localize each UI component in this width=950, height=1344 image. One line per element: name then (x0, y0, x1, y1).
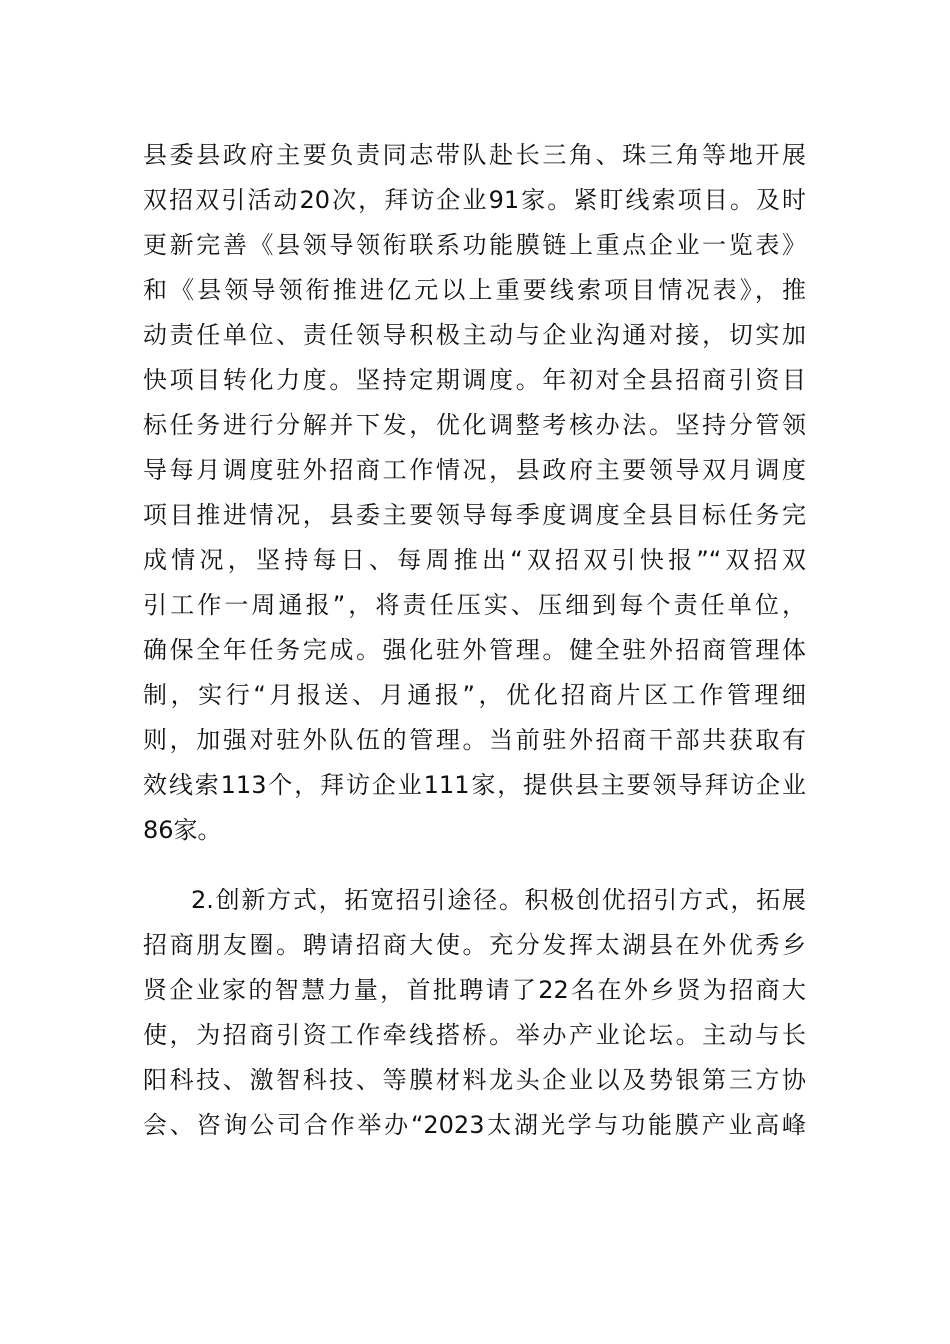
text-line: 阳科技、激智科技、等膜材料龙头企业以及势银第三方协 (143, 1066, 806, 1094)
text-line: 更新完善《县领导领衔联系功能膜链上重点企业一览表》 (143, 231, 806, 259)
text-line: 标任务进行分解并下发，优化调整考核办法。坚持分管领 (143, 411, 806, 439)
text-line: 制，实行“月报送、月通报”，优化招商片区工作管理细 (143, 681, 806, 709)
text-line: 会、咨询公司合作举办“2023太湖光学与功能膜产业高峰 (143, 1111, 806, 1139)
text-line: 贤企业家的智慧力量，首批聘请了22名在外乡贤为招商大 (143, 976, 806, 1004)
text-line: 确保全年任务完成。强化驻外管理。健全驻外招商管理体 (143, 636, 806, 664)
text-line: 和《县领导领衔推进亿元以上重要线索项目情况表》，推 (143, 276, 806, 304)
text-line: 效线索113个，拜访企业111家，提供县主要领导拜访企业 (143, 771, 806, 799)
text-line: 则，加强对驻外队伍的管理。当前驻外招商干部共获取有 (143, 726, 806, 754)
text-line: 引工作一周通报”，将责任压实、压细到每个责任单位， (143, 591, 806, 619)
text-line: 使，为招商引资工作牵线搭桥。举办产业论坛。主动与长 (143, 1021, 806, 1049)
text-line: 双招双引活动20次，拜访企业91家。紧盯线索项目。及时 (143, 186, 806, 214)
text-line: 快项目转化力度。坚持定期调度。年初对全县招商引资目 (143, 366, 806, 394)
text-line: 县委县政府主要负责同志带队赴长三角、珠三角等地开展 (143, 141, 806, 169)
text-line: 导每月调度驻外招商工作情况，县政府主要领导双月调度 (143, 456, 806, 484)
text-line: 2.创新方式，拓宽招引途径。积极创优招引方式，拓展 (191, 886, 806, 914)
text-line: 86家。 (143, 816, 222, 844)
text-line: 动责任单位、责任领导积极主动与企业沟通对接，切实加 (143, 321, 806, 349)
text-line: 招商朋友圈。聘请招商大使。充分发挥太湖县在外优秀乡 (143, 931, 806, 959)
text-line: 成情况，坚持每日、每周推出“双招双引快报”“双招双 (143, 546, 806, 574)
text-line: 项目推进情况，县委主要领导每季度调度全县目标任务完 (143, 501, 806, 529)
